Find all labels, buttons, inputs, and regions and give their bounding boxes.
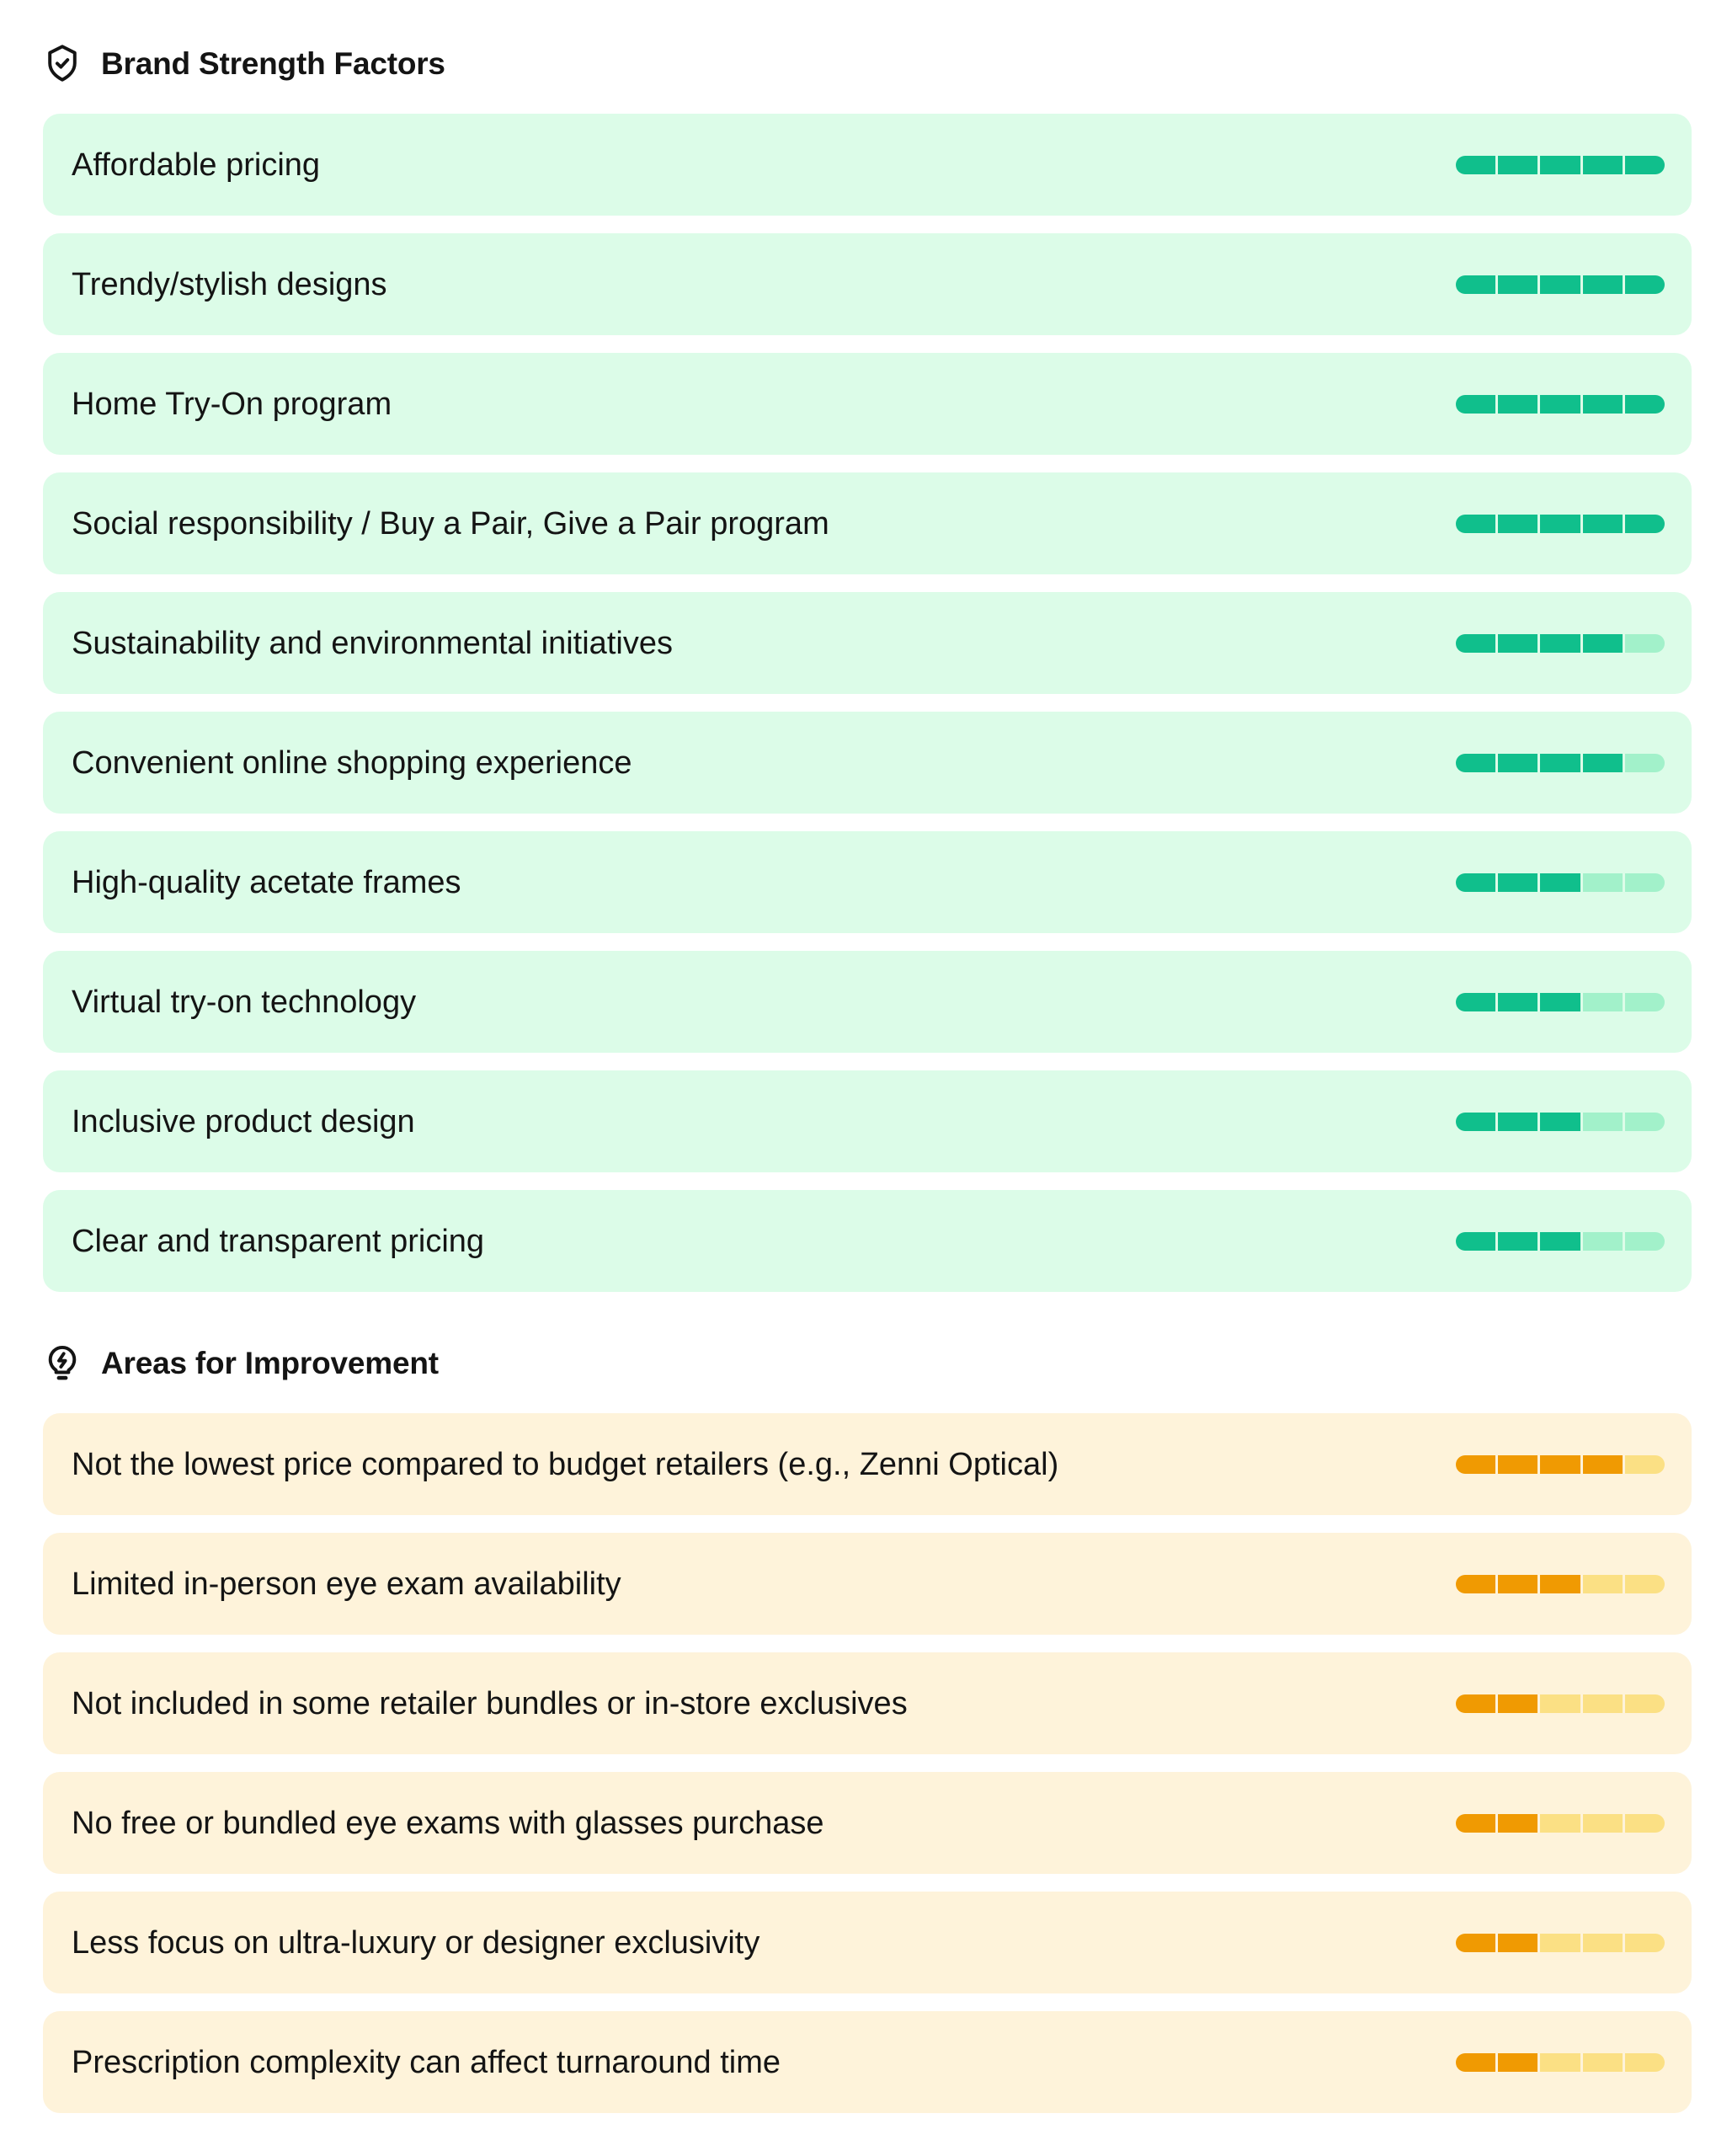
score-segment-empty	[1583, 1694, 1623, 1713]
score-segment-filled	[1498, 1232, 1537, 1251]
score-segment-filled	[1498, 634, 1537, 653]
list-item	[43, 353, 1692, 455]
score-segment-filled	[1625, 156, 1665, 174]
score-segment-empty	[1625, 1934, 1665, 1952]
list-item	[43, 1652, 1692, 1754]
score-segment-filled	[1456, 1232, 1495, 1251]
score-segment-empty	[1540, 1694, 1580, 1713]
score-segment-filled	[1498, 754, 1537, 772]
score-segment-filled	[1498, 873, 1537, 892]
score-meter	[1456, 395, 1665, 414]
list-item	[43, 472, 1692, 574]
score-segment-empty	[1583, 873, 1623, 892]
item-label: Inclusive product design	[72, 1103, 415, 1139]
list-item	[43, 1533, 1692, 1635]
score-segment-filled	[1583, 156, 1623, 174]
score-segment-empty	[1625, 993, 1665, 1011]
section-title: Areas for Improvement	[101, 1345, 439, 1380]
score-segment-filled	[1498, 515, 1537, 533]
score-segment-empty	[1625, 2053, 1665, 2072]
score-meter	[1456, 993, 1665, 1011]
list-item	[43, 592, 1692, 694]
score-segment-empty	[1625, 873, 1665, 892]
section-title: Brand Strength Factors	[101, 45, 445, 81]
shield-check-icon	[45, 44, 79, 83]
score-segment-filled	[1456, 395, 1495, 414]
item-label: Trendy/stylish designs	[72, 266, 387, 302]
score-meter	[1456, 515, 1665, 533]
score-segment-filled	[1498, 395, 1537, 414]
score-segment-empty	[1625, 754, 1665, 772]
score-meter	[1456, 1934, 1665, 1952]
score-segment-filled	[1456, 515, 1495, 533]
improvement-section	[43, 1342, 1692, 2113]
score-segment-empty	[1625, 1694, 1665, 1713]
score-segment-filled	[1540, 993, 1580, 1011]
score-segment-empty	[1625, 1575, 1665, 1593]
score-segment-empty	[1583, 993, 1623, 1011]
list-item	[43, 831, 1692, 933]
item-label: Social responsibility / Buy a Pair, Give a Pair program	[72, 505, 829, 542]
item-label: Not the lowest price compared to budget retailers (e.g., Zenni Optical)	[72, 1446, 1059, 1482]
score-segment-filled	[1456, 1113, 1495, 1131]
lightbulb-bolt-icon	[45, 1343, 79, 1382]
score-segment-filled	[1456, 275, 1495, 294]
score-segment-filled	[1583, 395, 1623, 414]
score-meter	[1456, 634, 1665, 653]
score-meter	[1456, 873, 1665, 892]
score-segment-filled	[1540, 1232, 1580, 1251]
score-meter	[1456, 275, 1665, 294]
score-segment-filled	[1498, 993, 1537, 1011]
score-meter	[1456, 754, 1665, 772]
score-segment-filled	[1540, 754, 1580, 772]
score-segment-filled	[1498, 1575, 1537, 1593]
score-segment-filled	[1540, 1455, 1580, 1474]
item-label: Home Try-On program	[72, 386, 392, 422]
score-segment-empty	[1625, 1113, 1665, 1131]
score-segment-filled	[1625, 515, 1665, 533]
score-meter	[1456, 1814, 1665, 1833]
score-segment-filled	[1456, 2053, 1495, 2072]
item-label: Clear and transparent pricing	[72, 1223, 485, 1259]
score-segment-empty	[1625, 634, 1665, 653]
brand-strength-section	[43, 42, 1692, 1292]
list-item	[43, 1413, 1692, 1515]
score-segment-filled	[1456, 873, 1495, 892]
score-segment-filled	[1456, 1455, 1495, 1474]
score-segment-empty	[1583, 1113, 1623, 1131]
item-label: Convenient online shopping experience	[72, 744, 632, 781]
list-item	[43, 712, 1692, 814]
item-label: Affordable pricing	[72, 147, 321, 183]
score-segment-filled	[1498, 1814, 1537, 1833]
score-segment-filled	[1456, 754, 1495, 772]
score-segment-filled	[1540, 275, 1580, 294]
score-meter	[1456, 1455, 1665, 1474]
score-segment-filled	[1498, 156, 1537, 174]
score-segment-filled	[1583, 754, 1623, 772]
score-segment-filled	[1583, 275, 1623, 294]
score-meter	[1456, 1575, 1665, 1593]
score-segment-filled	[1540, 634, 1580, 653]
item-label: High-quality acetate frames	[72, 864, 461, 900]
score-meter	[1456, 1113, 1665, 1131]
score-segment-empty	[1583, 2053, 1623, 2072]
score-segment-empty	[1540, 1934, 1580, 1952]
list-item	[43, 1892, 1692, 1993]
score-segment-filled	[1625, 275, 1665, 294]
score-segment-filled	[1456, 1934, 1495, 1952]
score-segment-filled	[1456, 156, 1495, 174]
score-meter	[1456, 1694, 1665, 1713]
strength-factor-list	[43, 114, 1692, 1292]
score-segment-filled	[1456, 634, 1495, 653]
score-segment-filled	[1498, 2053, 1537, 2072]
brand-strength-heading	[43, 42, 1692, 84]
score-segment-filled	[1540, 395, 1580, 414]
list-item	[43, 2011, 1692, 2113]
score-segment-filled	[1456, 1575, 1495, 1593]
score-segment-empty	[1625, 1455, 1665, 1474]
item-label: Not included in some retailer bundles or in-store exclusives	[72, 1685, 908, 1721]
score-segment-empty	[1625, 1814, 1665, 1833]
score-segment-filled	[1540, 156, 1580, 174]
score-segment-filled	[1583, 634, 1623, 653]
item-label: Less focus on ultra-luxury or designer exclusivity	[72, 1924, 760, 1961]
score-segment-filled	[1498, 1694, 1537, 1713]
score-segment-filled	[1498, 1455, 1537, 1474]
item-label: Limited in-person eye exam availability	[72, 1566, 621, 1602]
item-label: Sustainability and environmental initiatives	[72, 625, 673, 661]
list-item	[43, 114, 1692, 216]
score-segment-empty	[1540, 1814, 1580, 1833]
score-segment-filled	[1540, 1113, 1580, 1131]
item-label: Virtual try-on technology	[72, 984, 417, 1020]
score-meter	[1456, 156, 1665, 174]
list-item	[43, 1772, 1692, 1874]
score-segment-filled	[1456, 1694, 1495, 1713]
score-segment-empty	[1583, 1232, 1623, 1251]
score-segment-filled	[1583, 1455, 1623, 1474]
score-segment-filled	[1456, 1814, 1495, 1833]
item-label: Prescription complexity can affect turnaround time	[72, 2044, 781, 2080]
list-item	[43, 951, 1692, 1053]
score-meter	[1456, 2053, 1665, 2072]
score-segment-filled	[1540, 515, 1580, 533]
score-segment-filled	[1498, 1113, 1537, 1131]
score-segment-empty	[1625, 1232, 1665, 1251]
score-segment-filled	[1456, 993, 1495, 1011]
score-segment-empty	[1583, 1575, 1623, 1593]
score-segment-empty	[1540, 2053, 1580, 2072]
list-item	[43, 1070, 1692, 1172]
score-segment-filled	[1625, 395, 1665, 414]
list-item	[43, 1190, 1692, 1292]
item-label: No free or bundled eye exams with glasses purchase	[72, 1805, 824, 1841]
score-segment-filled	[1498, 1934, 1537, 1952]
score-segment-empty	[1583, 1814, 1623, 1833]
score-segment-filled	[1498, 275, 1537, 294]
score-segment-empty	[1583, 1934, 1623, 1952]
score-meter	[1456, 1232, 1665, 1251]
list-item	[43, 233, 1692, 335]
improvement-heading	[43, 1342, 1692, 1384]
score-segment-filled	[1583, 515, 1623, 533]
improvement-area-list	[43, 1413, 1692, 2113]
score-segment-filled	[1540, 873, 1580, 892]
score-segment-filled	[1540, 1575, 1580, 1593]
